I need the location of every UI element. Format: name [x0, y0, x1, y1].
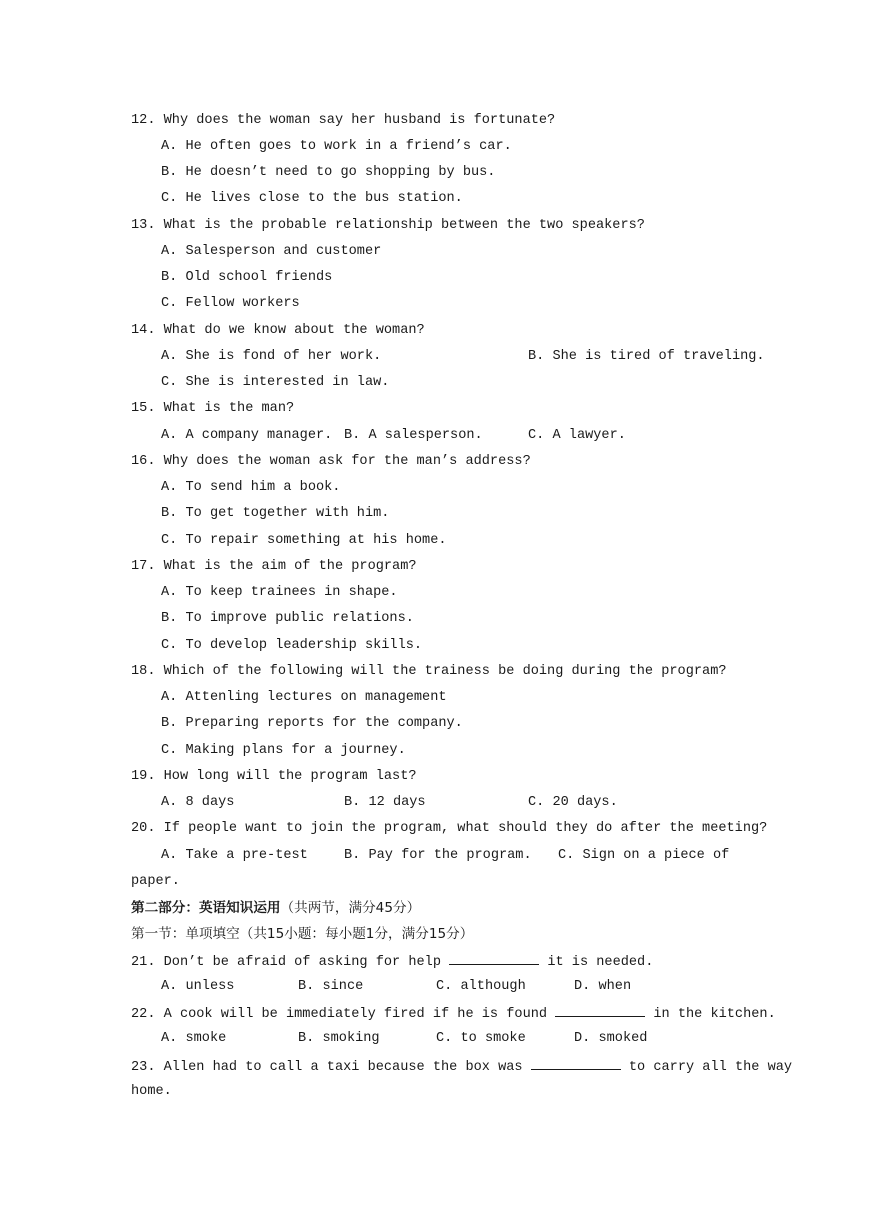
q16-option-a: A. To send him a book.	[161, 480, 341, 495]
q17-option-b: B. To improve public relations.	[161, 611, 414, 626]
q12-option-a: A. He often goes to work in a friend’s car.	[161, 139, 512, 154]
q22-option-d: D. smoked	[574, 1031, 648, 1046]
question-12: 12. Why does the woman say her husband is fortunate?	[131, 113, 556, 128]
q18-option-a: A. Attenling lectures on management	[161, 690, 447, 705]
question-19: 19. How long will the program last?	[131, 769, 417, 784]
q15-option-c: C. A lawyer.	[528, 428, 626, 443]
q21-blank	[449, 952, 539, 965]
q21-option-c: C. although	[436, 979, 526, 994]
part2-heading	[131, 899, 420, 917]
q12-option-b: B. He doesn’t need to go shopping by bus.	[161, 165, 496, 180]
question-13: 13. What is the probable relationship between the two speakers?	[131, 218, 645, 233]
q18-option-b: B. Preparing reports for the company.	[161, 716, 463, 731]
q22-option-c: C. to smoke	[436, 1031, 526, 1046]
q12-option-c: C. He lives close to the bus station.	[161, 191, 463, 206]
q14-option-c: C. She is interested in law.	[161, 375, 390, 390]
q16-option-b: B. To get together with him.	[161, 506, 390, 521]
q22-stem-end: in the kitchen.	[645, 1007, 776, 1022]
part2-score-note: （共两节，满分45分）	[280, 900, 421, 916]
q15-option-a: A. A company manager.	[161, 428, 333, 443]
question-17: 17. What is the aim of the program?	[131, 559, 417, 574]
q18-option-c: C. Making plans for a journey.	[161, 743, 406, 758]
q23-stem-end: to carry all the way	[620, 1060, 793, 1075]
q13-option-c: C. Fellow workers	[161, 296, 300, 311]
question-22	[131, 1004, 776, 1024]
q14-option-b: B. She is tired of traveling.	[528, 349, 765, 364]
q22-option-b: B. smoking	[298, 1031, 380, 1046]
question-21	[131, 952, 653, 972]
q23-stem-continued: home.	[131, 1084, 172, 1099]
q17-option-a: A. To keep trainees in shape.	[161, 585, 398, 600]
question-23	[131, 1057, 792, 1077]
question-20: 20. If people want to join the program, what should they do after the meeting?	[131, 821, 768, 836]
part2-title: 第二部分：英语知识运用	[131, 900, 281, 916]
q22-option-a: A. smoke	[161, 1031, 227, 1046]
q20-option-a: A. Take a pre-test	[161, 848, 308, 863]
q14-option-a: A. She is fond of her work.	[161, 349, 382, 364]
q21-stem-end: it is needed.	[539, 955, 654, 970]
q21-option-d: D. when	[574, 979, 632, 994]
q23-stem-start: 23. Allen had to call a taxi because the box was	[131, 1060, 531, 1075]
q17-option-c: C. To develop leadership skills.	[161, 638, 423, 653]
q16-option-c: C. To repair something at his home.	[161, 533, 447, 548]
section1-heading: 第一节：单项填空（共15小题：每小题1分，满分15分）	[131, 926, 474, 942]
q20-option-c: C. Sign on a piece of	[558, 848, 730, 863]
q20-option-b: B. Pay for the program.	[344, 848, 532, 863]
q13-option-b: B. Old school friends	[161, 270, 333, 285]
q23-blank	[531, 1057, 621, 1070]
q13-option-a: A. Salesperson and customer	[161, 244, 382, 259]
q19-option-c: C. 20 days.	[528, 795, 618, 810]
q19-option-a: A. 8 days	[161, 795, 235, 810]
q15-option-b: B. A salesperson.	[344, 428, 483, 443]
q21-option-a: A. unless	[161, 979, 235, 994]
q19-option-b: B. 12 days	[344, 795, 426, 810]
question-16: 16. Why does the woman ask for the man’s address?	[131, 454, 531, 469]
question-15: 15. What is the man?	[131, 401, 295, 416]
q21-option-b: B. since	[298, 979, 364, 994]
q20-option-c-continued: paper.	[131, 874, 180, 889]
q22-blank	[555, 1004, 645, 1017]
q21-stem-start: 21. Don’t be afraid of asking for help	[131, 955, 450, 970]
q22-stem-start: 22. A cook will be immediately fired if he is found	[131, 1007, 556, 1022]
question-14: 14. What do we know about the woman?	[131, 323, 425, 338]
question-18: 18. Which of the following will the trainess be doing during the program?	[131, 664, 727, 679]
